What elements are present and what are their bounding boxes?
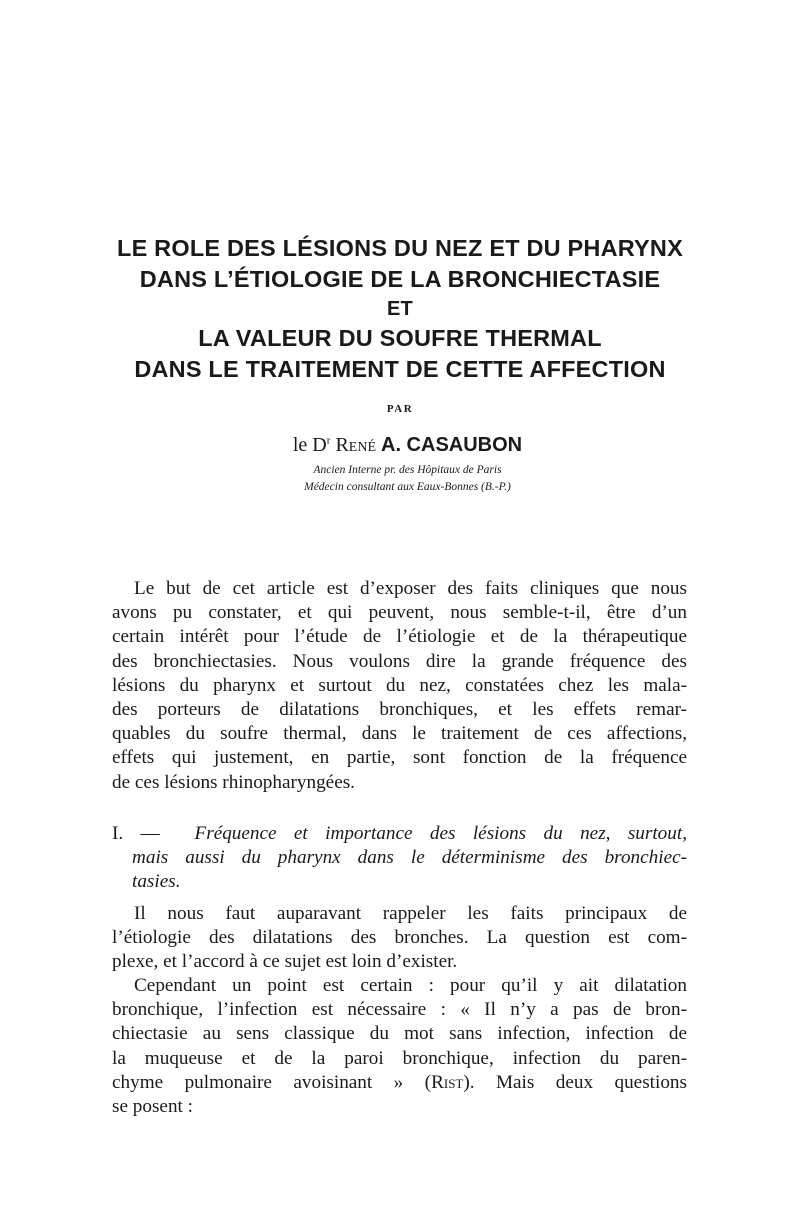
paragraph-line: chiectasie au sens classique du mot sans infection, infection de: [112, 1023, 687, 1045]
citation-author: Rist: [431, 1071, 464, 1093]
title-line-1: LE ROLE DES LÉSIONS DU NEZ ET DU PHARYNX: [117, 235, 683, 261]
title-line-3: ET: [387, 298, 413, 320]
author-prefix-sup: r: [326, 434, 331, 447]
paragraph-text: ). Mais deux questions: [463, 1071, 687, 1093]
paragraph-line: lésions du pharynx et surtout du nez, constatées chez les mala-: [112, 674, 687, 696]
paragraph-line: l’étiologie des dilatations des bronches. La question est com-: [112, 927, 687, 949]
paragraph-line: bronchique, l’infection est nécessaire : « Il n’y a pas de bron-: [112, 999, 687, 1021]
paragraph-line: Il nous faut auparavant rappeler les faits principaux de: [134, 903, 687, 924]
paragraph-line: de ces lésions rhinopharyngées.: [112, 771, 355, 793]
title-line-5: DANS LE TRAITEMENT DE CETTE AFFECTION: [134, 356, 666, 382]
section-title-part-1: Fréquence et importance des lésions du nez, surtout,: [194, 823, 688, 844]
title-line-2: DANS L’ÉTIOLOGIE DE LA BRONCHIECTASIE: [139, 266, 661, 292]
paragraph-line: quables du soufre thermal, dans le traitement de ces affections,: [112, 723, 687, 745]
author-affiliation-1: Ancien Interne pr. des Hôpitaux de Paris: [313, 464, 502, 476]
paragraph-line: Le but de cet article est d’exposer des faits cliniques que nous: [134, 578, 687, 599]
paragraph-text: chyme pulmonaire avoisinant » (: [112, 1071, 432, 1093]
section-heading-line-3: tasies.: [132, 871, 181, 892]
paragraph-line: [112, 1071, 687, 1095]
paragraph-line: effets qui justement, en partie, sont fonction de la fréquence: [112, 747, 687, 769]
article-title: [60, 233, 740, 385]
byline-par: PAR: [386, 403, 414, 415]
section-heading: [112, 822, 687, 894]
paragraph-line: la muqueuse et de la paroi bronchique, infection du paren-: [112, 1047, 687, 1069]
author-last-name: A. CASAUBON: [381, 434, 523, 456]
paragraph-line: des porteurs de dilatations bronchiques, et les effets remar-: [112, 699, 687, 721]
author-prefix: le D: [292, 434, 327, 456]
paragraph-line: avons pu constater, et qui peuvent, nous semble-t-il, être d’un: [112, 602, 687, 624]
section-heading-line-2: mais aussi du pharynx dans le déterminisme des bronchiec-: [132, 847, 687, 868]
paragraph-intro: [112, 577, 687, 795]
section-heading-line-1: [112, 822, 687, 846]
title-line-4: LA VALEUR DU SOUFRE THERMAL: [198, 325, 602, 351]
paragraph-line: plexe, et l’accord à ce sujet est loin d’exister.: [112, 951, 458, 973]
author-name: [240, 434, 575, 457]
section-number: I. —: [112, 823, 160, 844]
paragraph-line: certain intérêt pour l’étude de l’étiologie et de la thérapeutique: [112, 626, 687, 648]
paragraph-line: des bronchiectasies. Nous voulons dire la grande fréquence des: [112, 650, 687, 672]
author-affiliation-2: Médecin consultant aux Eaux-Bonnes (B.-P.): [304, 481, 511, 493]
paragraph-line: Cependant un point est certain : pour qu’il y ait dilatation: [134, 975, 687, 996]
paragraph-line: se posent :: [112, 1096, 194, 1118]
author-first-name: René: [335, 434, 376, 456]
paragraph-etiology: [112, 902, 687, 975]
paragraph-infection: [112, 974, 687, 1119]
